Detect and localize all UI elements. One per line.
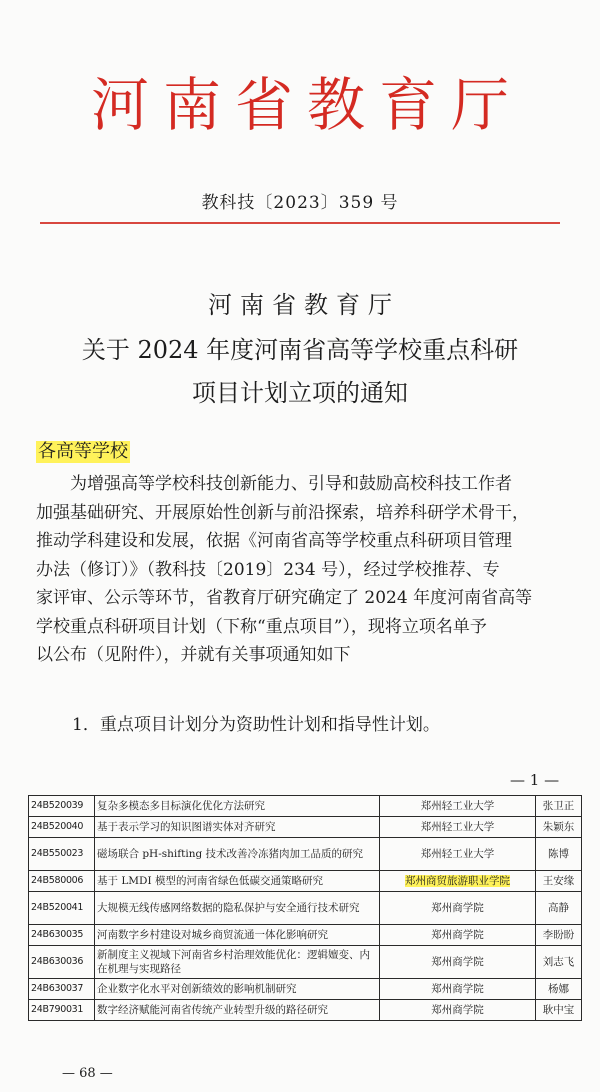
project-leader: 李盼盼: [536, 925, 582, 946]
project-unit: 郑州轻工业大学: [380, 796, 536, 817]
page-number-mark: — 1 —: [510, 771, 560, 789]
document-number: 教科技〔2023〕359 号: [201, 193, 399, 213]
notice-title-line-3: 项目计划立项的通知: [192, 379, 408, 407]
footer-page-number: — 68 —: [62, 1066, 113, 1081]
project-name: 大规模无线传感网络数据的隐私保护与安全通行技术研究: [95, 892, 380, 925]
project-name: 企业数字化水平对创新绩效的影响机制研究: [95, 979, 380, 1000]
table-row: [29, 925, 582, 946]
project-unit: 郑州商学院: [380, 925, 536, 946]
project-code: 24B550023: [29, 838, 95, 871]
project-leader: 张卫正: [536, 796, 582, 817]
project-leader: 朱颖东: [536, 817, 582, 838]
project-unit: [380, 871, 536, 892]
body-line: 家评审、公示等环节，省教育厅研究确定了 2024 年度河南省高等: [36, 588, 533, 608]
project-name: 基于 LMDI 模型的河南省绿色低碳交通策略研究: [95, 871, 380, 892]
project-code: 24B520041: [29, 892, 95, 925]
notice-title-line-1: 河南省教育厅: [208, 291, 400, 319]
salutation: 各高等学校: [38, 441, 128, 462]
table-row: [29, 871, 582, 892]
body-line: 学校重点科研项目计划（下称“重点项目”），现将立项名单予: [36, 616, 487, 637]
body-line: 推动学科建设和发展，依据《河南省高等学校重点科研项目管理: [36, 531, 512, 551]
project-leader: 王安缘: [536, 871, 582, 892]
project-unit: 郑州轻工业大学: [380, 838, 536, 871]
project-unit: 郑州商学院: [380, 1000, 536, 1021]
body-line: 以公布（见附件），并就有关事项通知如下: [36, 645, 351, 665]
masthead-title: 河南省教育厅: [90, 71, 523, 139]
project-unit: 郑州轻工业大学: [380, 817, 536, 838]
project-name: 磁场联合 pH-shifting 技术改善冷冻猪肉加工品质的研究: [95, 838, 380, 871]
table-row: [29, 946, 582, 979]
project-code: 24B790031: [29, 1000, 95, 1021]
highlighted-unit: 郑州商贸旅游职业学院: [405, 875, 510, 887]
project-unit: 郑州商学院: [380, 892, 536, 925]
red-divider: [40, 222, 560, 224]
project-unit: 郑州商学院: [380, 979, 536, 1000]
table-row: [29, 1000, 582, 1021]
project-leader: 杨娜: [536, 979, 582, 1000]
table-row: [29, 796, 582, 817]
project-leader: 陈博: [536, 838, 582, 871]
project-unit: 郑州商学院: [380, 946, 536, 979]
table-row: [29, 838, 582, 871]
body-line: 为增强高等学校科技创新能力、引导和鼓励高校科技工作者: [36, 474, 512, 494]
project-leader: 耿中宝: [536, 1000, 582, 1021]
project-code: 24B520039: [29, 796, 95, 817]
project-name: 数字经济赋能河南省传统产业转型升级的路径研究: [95, 1000, 380, 1021]
project-name: 新制度主义视域下河南省乡村治理效能优化：逻辑嬗变、内在机理与实现路径: [95, 946, 380, 979]
project-code: 24B520040: [29, 817, 95, 838]
body-line: 加强基础研究、开展原始性创新与前沿探索，培养科研学术骨干，: [36, 502, 529, 523]
project-leader: 高静: [536, 892, 582, 925]
body-line: 办法（修订）》（教科技〔2019〕234 号），经过学校推荐、专: [36, 559, 500, 580]
table-row: [29, 817, 582, 838]
project-name: 基于表示学习的知识图谱实体对齐研究: [95, 817, 380, 838]
body-paragraph: [36, 470, 566, 670]
project-table: [28, 795, 582, 1021]
project-name: 河南数字乡村建设对城乡商贸流通一体化影响研究: [95, 925, 380, 946]
project-code: 24B580006: [29, 871, 95, 892]
table-row: [29, 979, 582, 1000]
notice-title-line-2: 关于 2024 年度河南省高等学校重点科研: [81, 336, 519, 364]
project-leader: 刘志飞: [536, 946, 582, 979]
table-row: [29, 892, 582, 925]
project-code: 24B630035: [29, 925, 95, 946]
project-code: 24B630037: [29, 979, 95, 1000]
notice-item-1: 1．重点项目计划分为资助性计划和指导性计划。: [72, 715, 440, 735]
project-name: 复杂多模态多目标演化优化方法研究: [95, 796, 380, 817]
project-code: 24B630036: [29, 946, 95, 979]
